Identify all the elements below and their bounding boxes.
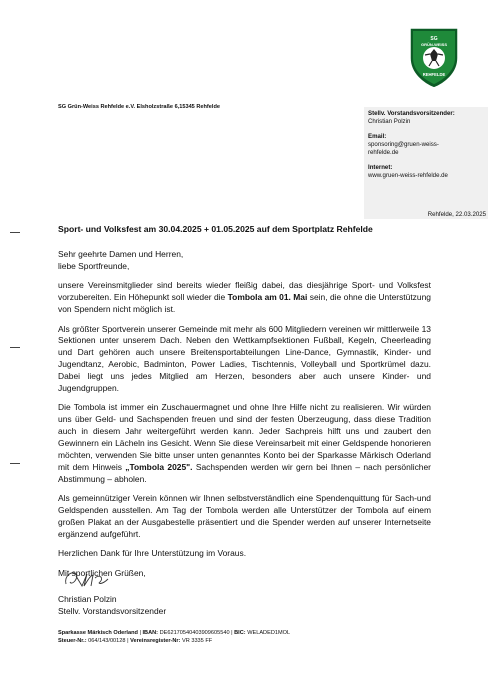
logo-text-bottom: REHFELDE <box>422 72 446 77</box>
signature-role: Stellv. Vorstandsvorsitzender <box>58 606 167 616</box>
punch-mark <box>10 347 20 348</box>
tombola-date-highlight: Tombola am 01. Mai <box>227 292 308 303</box>
tombola-reference-highlight: „Tombola 2025". <box>125 462 193 472</box>
role-name: Christian Polzin <box>368 118 411 125</box>
logo-text-mid: GRÜN-WEISS <box>421 42 447 47</box>
paragraph-receipt: Als gemeinnütziger Verein können wir Ihnen selbstverständlich eine Spendenquittung für Sach-und Geldspenden ausstellen. Am Tag der Tombola werden alle Unterstützer der Tombola auf einem großen Plakat an der Ausgabestelle präsentiert und die Spender werden auf unserer Internetseite ergänzend aufgeführt. <box>58 493 431 540</box>
closing-line: Mit sportlichen Grüßen, <box>58 567 146 578</box>
letter-body <box>58 249 431 587</box>
paragraph-intro: unsere Vereinsmitglieder sind bereits wieder fleißig dabei, das diesjährige Sport- und Volksfest vorzubereiten. Ein Höhepunkt soll wieder die Tombola am 01. Mai sein, die ohne die Unterstützung von Spendern nicht möglich ist. <box>58 280 431 315</box>
salutation-line-1: Sehr geehrte Damen und Herren, <box>58 249 184 259</box>
fold-mark-bottom <box>10 463 20 464</box>
internet-value[interactable]: www.gruen-weiss-rehfelde.de <box>368 172 448 179</box>
contact-sidebar <box>364 107 488 219</box>
paragraph-club: Als größter Sportverein unserer Gemeinde mit mehr als 600 Mitgliedern vereinen wir mittlerweile 13 Sektionen unter unserem Dach. Neben den Wettkampfsektionen Fußball, Kegeln, Cheerleading und Dart gehören auch unsere Breitensportabteilungen Line-Dance, Gymnastik, Kinder- und Jugendtanz, Aerobic, Badminton, Power Ladies, Tischtennis, Volleyball und Sportkrümel dazu. Dabei liegt uns jedes Mitglied am Herzen, besonders aber auch unsere Kinder- und Jugendgruppen. <box>58 323 431 394</box>
sender-address-line: SG Grün-Weiss Rehfelde e.V. Elsholzstraße 6,15345 Rehfelde <box>58 104 220 110</box>
paragraph-thanks: Herzlichen Dank für Ihre Unterstützung im Voraus. <box>58 548 247 559</box>
footer-register-line: Steuer-Nr.: 064/143/00128 | Vereinsregister-Nr: VR 3335 FF <box>58 637 213 644</box>
role-label: Stellv. Vorstandsvorsitzender: <box>368 110 455 117</box>
paragraph-tombola: Die Tombola ist immer ein Zuschauermagnet und ohne Ihre Hilfe nicht zu realisieren. Wir würden uns über Geld- und Sachspenden freuen und sind der festen Überzeugung, dass diese Tradition auch in diesem Jahr weitergeführt werden kann. Jeder Sachpreis hilft uns und zaubert den Gewinnern ein Lächeln ins Gesicht. Wenn Sie diese Vereinsarbeit mit einer Geldspende honorieren möchten, verwenden Sie bitte unser unten genanntes Konto bei der Sparkasse Märkisch Oderland mit dem Hinweis „Tombola 2025". Sachspenden werden wir gern bei Ihnen – nach persönlicher Abstimmung – abholen. <box>58 402 431 484</box>
internet-label: Internet: <box>368 164 393 171</box>
letter-subject: Sport- und Volksfest am 30.04.2025 + 01.05.2025 auf dem Sportplatz Rehfelde <box>58 224 373 234</box>
club-logo <box>404 24 464 90</box>
signature-name: Christian Polzin <box>58 594 117 604</box>
signature-block <box>58 593 166 617</box>
salutation-line-2: liebe Sportfreunde, <box>58 260 130 271</box>
letter-date: Rehfelde, 22.03.2025 <box>427 211 486 218</box>
email-label: Email: <box>368 133 387 140</box>
letter-footer <box>58 630 290 645</box>
email-value[interactable]: sponsoring@gruen-weiss-rehfelde.de <box>368 141 439 156</box>
footer-bank-line: Sparkasse Märkisch Oderland | IBAN: DE62170540403909605540 | BIC: WELADED1MOL <box>58 630 291 636</box>
fold-mark-top <box>10 232 20 233</box>
logo-text-top: SG <box>430 36 438 42</box>
handwritten-signature <box>60 566 120 592</box>
